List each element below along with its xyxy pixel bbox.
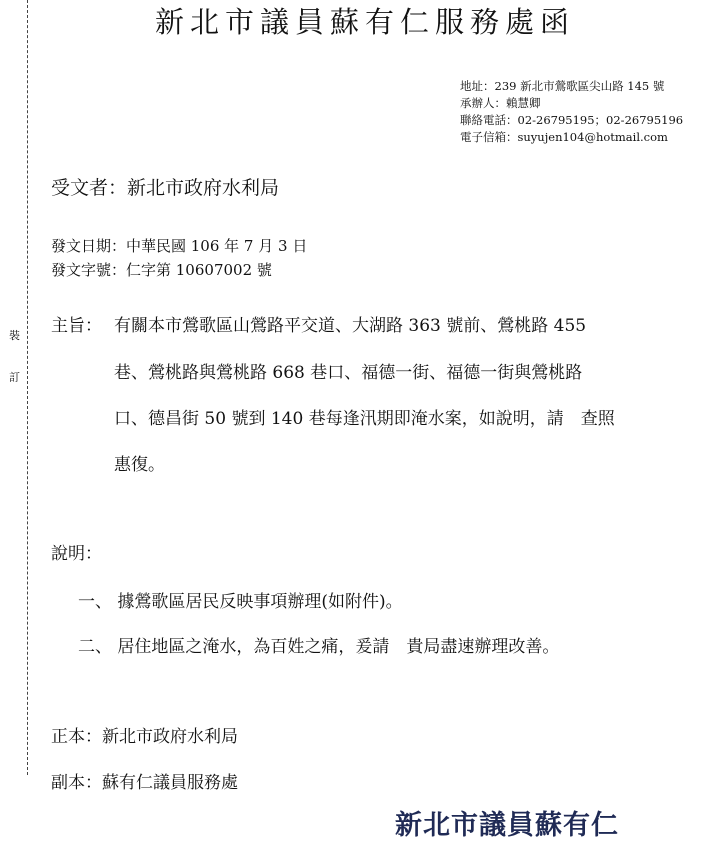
- contact-phone: 聯絡電話：02-26795195；02-26795196: [460, 113, 684, 127]
- explanation-item-2: 二、 居住地區之淹水，為百姓之痛，爰請 貴局盡速辦理改善。: [78, 637, 560, 657]
- contact-email: 電子信箱：suyujen104@hotmail.com: [460, 130, 668, 144]
- document-title: 新北市議員蘇有仁服務處函: [154, 5, 575, 39]
- subject-line-2: 巷、鶯桃路與鶯桃路 668 巷口、福德一街、福德一街與鶯桃路: [114, 363, 583, 383]
- subject-line-1: 有關本市鶯歌區山鶯路平交道、大湖路 363 號前、鶯桃路 455: [114, 316, 587, 336]
- explanation-item-1: 一、 據鶯歌區居民反映事項辦理(如附件)。: [78, 592, 403, 612]
- issue-number: 發文字號：仁字第 10607002 號: [51, 261, 272, 279]
- subject-label: 主旨：: [51, 316, 102, 336]
- binding-mark-ding: 訂: [9, 371, 20, 384]
- signature: 新北市議員蘇有仁: [395, 810, 619, 841]
- subject-line-4: 惠復。: [114, 455, 165, 475]
- subject-line-3: 口、德昌街 50 號到 140 巷每逢汛期即淹水案，如說明，請 查照: [114, 409, 615, 429]
- issue-date: 發文日期：中華民國 106 年 7 月 3 日: [51, 237, 308, 255]
- original-recipient: 正本：新北市政府水利局: [51, 727, 238, 747]
- contact-block: [460, 78, 683, 146]
- contact-handler: 承辦人：賴慧卿: [460, 96, 541, 110]
- binding-mark-zhuang: 裝: [9, 329, 20, 342]
- copy-recipient: 副本：蘇有仁議員服務處: [51, 773, 238, 793]
- contact-address: 地址：239 新北市鶯歌區尖山路 145 號: [460, 79, 665, 93]
- recipient: 受文者：新北市政府水利局: [51, 177, 280, 199]
- binding-line: [27, 0, 28, 775]
- explanation-label: 說明：: [51, 544, 102, 564]
